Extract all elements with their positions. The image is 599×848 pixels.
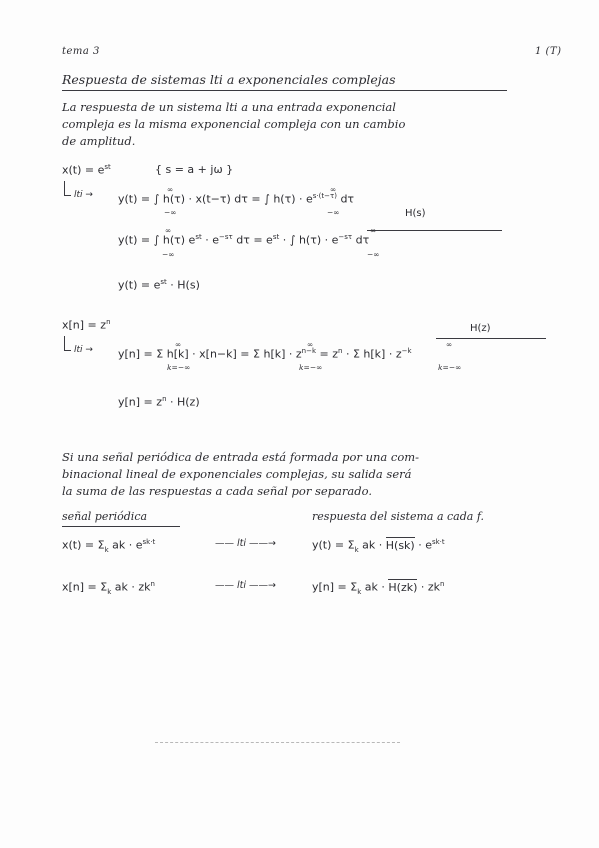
- ct-conv-lhs: y(t) = ∫: [118, 192, 160, 206]
- row2-left-exp: n: [150, 580, 155, 588]
- ct-arrow-hook: [64, 181, 71, 196]
- ct-fac-exp3: st: [272, 233, 280, 241]
- periodic-line-2: binacional lineal de exponenciales complejas, su salida será: [62, 467, 412, 481]
- row1-left-end: ak · e: [112, 538, 143, 552]
- row1-right-h: H(sk): [385, 538, 415, 552]
- intro-line-1: La respuesta de un sistema lti a una entrada exponencial: [62, 100, 396, 114]
- dt-sum2-lower: k=−∞: [299, 363, 323, 372]
- ct-periodic-output: [312, 538, 445, 554]
- ct-factored: [118, 233, 369, 247]
- ct-input-exp: st: [104, 163, 111, 171]
- ct-fac-exp1: st: [195, 233, 202, 241]
- dt-result: [118, 395, 200, 409]
- dt-sum2-upper: ∞: [307, 340, 314, 349]
- page-title: Respuesta de sistemas lti a exponenciales complejas: [62, 72, 396, 87]
- dt-sum-mid: h[k] · x[n−k] = Σ: [166, 347, 260, 361]
- row1-right-sub: k: [354, 545, 359, 554]
- row2-left-sub: k: [107, 587, 112, 596]
- dt-sum-mid2: h[k] · z: [263, 347, 302, 361]
- dt-periodic-output: [312, 580, 444, 596]
- intro-line-3: de amplitud.: [62, 134, 136, 148]
- ct-int1-lower: −∞: [164, 208, 177, 217]
- ct-int2-upper: ∞: [330, 185, 337, 194]
- ct-int2-lower: −∞: [327, 208, 340, 217]
- ct-fac-dt: dτ: [355, 233, 370, 247]
- dt-convolution: [118, 347, 412, 361]
- row1-right-exp: sk·t: [431, 538, 445, 546]
- row1-left-sub: k: [104, 545, 109, 554]
- scan-artifact-line: [155, 742, 400, 743]
- dt-sum-end-exp: −k: [401, 347, 412, 355]
- ct-fac-exp2: −sτ: [218, 233, 233, 241]
- dt-result-end: · H(z): [170, 395, 200, 409]
- ct-input-text: x(t) = e: [62, 163, 105, 177]
- row1-right-text: y(t) = Σ: [312, 538, 355, 552]
- ct-h-label: H(s): [405, 208, 426, 219]
- dt-sum1-upper: ∞: [175, 340, 182, 349]
- ct-fac-dot: · e: [205, 233, 219, 247]
- ct-conv-rhs: h(τ) · e: [273, 192, 313, 206]
- ct-periodic-input: [62, 538, 155, 554]
- row1-right-end: · e: [418, 538, 432, 552]
- row2-right-sub: k: [357, 587, 362, 596]
- row2-lti-arrow: —— lti ——→: [215, 580, 277, 591]
- dt-h-label: H(z): [470, 323, 491, 334]
- ct-s-definition: { s = a + jω }: [155, 163, 234, 176]
- dt-input-exp: n: [106, 318, 111, 326]
- ct-result-exp: st: [160, 278, 167, 286]
- ct-fac-int: · ∫: [282, 233, 296, 247]
- dt-result-exp: n: [162, 395, 167, 403]
- dt-sum-eq-exp: n: [338, 347, 343, 355]
- ct-conv-rhs-exp: s·(t−τ): [312, 192, 337, 200]
- row2-left-end: ak · zk: [114, 580, 151, 594]
- periodic-line-3: la suma de las respuestas a cada señal por separado.: [62, 484, 372, 498]
- dt-periodic-input: [62, 580, 155, 596]
- dt-sum3-upper: ∞: [446, 340, 453, 349]
- response-heading: respuesta del sistema a cada f.: [312, 510, 485, 523]
- ct-h-overline: [367, 230, 502, 231]
- ct-fac-exp4: −sτ: [338, 233, 353, 241]
- dt-sum3-lower: k=−∞: [438, 363, 462, 372]
- periodic-signal-heading: señal periódica: [62, 510, 148, 523]
- ct-int4-lower: −∞: [367, 250, 380, 259]
- ct-conv-mid: h(τ) · x(t−τ) dτ = ∫: [162, 192, 270, 206]
- dt-lti-tag: lti →: [74, 345, 93, 355]
- ct-int3-lower: −∞: [162, 250, 175, 259]
- ct-convolution: [118, 192, 354, 206]
- ct-int3-upper: ∞: [165, 226, 172, 235]
- ct-fac-eq: dτ = e: [236, 233, 273, 247]
- row2-left-text: x[n] = Σ: [62, 580, 108, 594]
- dt-h-overline: [436, 338, 546, 339]
- row1-left-text: x(t) = Σ: [62, 538, 105, 552]
- ct-result-end: · H(s): [170, 278, 200, 292]
- ct-input: [62, 163, 111, 177]
- dt-sum-end: · Σ: [345, 347, 360, 361]
- dt-sum-eq: = z: [319, 347, 339, 361]
- row2-right-text: y[n] = Σ: [312, 580, 358, 594]
- periodic-heading-underline: [62, 526, 180, 527]
- title-underline: [62, 90, 507, 91]
- row2-right-end: · zk: [420, 580, 441, 594]
- dt-input: [62, 318, 111, 332]
- row2-right-mid: ak ·: [364, 580, 389, 594]
- page-topic: tema 3: [62, 46, 100, 57]
- ct-fac-end: h(τ) · e: [298, 233, 339, 247]
- row1-lti-arrow: —— lti ——→: [215, 538, 277, 549]
- dt-result-text: y[n] = z: [118, 395, 163, 409]
- dt-sum-exp: n−k: [301, 347, 317, 355]
- periodic-line-1: Si una señal periódica de entrada está formada por una com-: [62, 450, 420, 464]
- ct-fac-mid: h(τ) e: [162, 233, 196, 247]
- ct-int1-upper: ∞: [167, 185, 174, 194]
- row1-right-mid: ak ·: [362, 538, 386, 552]
- row1-left-exp: sk·t: [142, 538, 156, 546]
- dt-sum-lhs: y[n] = Σ: [118, 347, 164, 361]
- ct-lti-tag: lti →: [74, 190, 93, 200]
- row2-right-exp: n: [440, 580, 445, 588]
- ct-int4-upper: ∞: [370, 226, 377, 235]
- dt-sum1-lower: k=−∞: [167, 363, 191, 372]
- ct-conv-dt: dτ: [340, 192, 355, 206]
- row2-right-h: H(zk): [388, 580, 418, 594]
- ct-fac-lhs: y(t) = ∫: [118, 233, 160, 247]
- page-number: 1 (T): [535, 46, 562, 57]
- dt-sum-end2: h[k] · z: [363, 347, 402, 361]
- dt-input-text: x[n] = z: [62, 318, 107, 332]
- ct-result: [118, 278, 200, 292]
- dt-arrow-hook: [64, 336, 71, 351]
- ct-result-text: y(t) = e: [118, 278, 161, 292]
- intro-line-2: compleja es la misma exponencial compleja con un cambio: [62, 117, 406, 131]
